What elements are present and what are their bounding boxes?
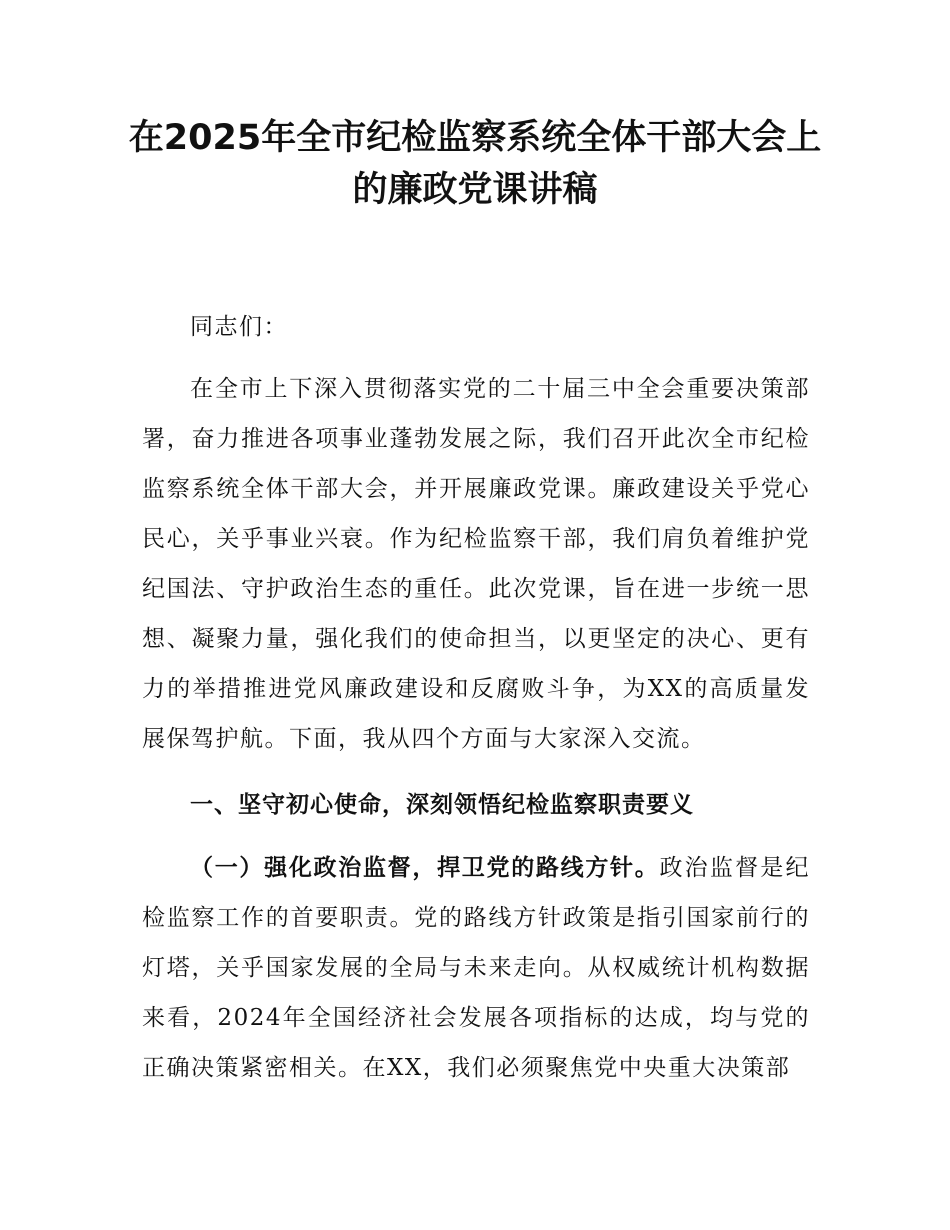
intro-paragraph: 在全市上下深入贯彻落实党的二十届三中全会重要决策部署，奋力推进各项事业蓬勃发展之际，我们召开此次全市纪检监察系统全体干部大会，并开展廉政党课。廉政建设关乎党心民心，关乎事业兴衰。作为纪检监察干部，我们肩负着维护党纪国法、守护政治生态的重任。此次党课，旨在进一步统一思想、凝聚力量，强化我们的使命担当，以更坚定的决心、更有力的举措推进党风廉政建设和反腐败斗争，为XX的高质量发展保驾护航。下面，我从四个方面与大家深入交流。 [142, 376, 810, 752]
subsection-body-1: 政治监督是纪检监察工作的首要职责。党的路线方针政策是指引国家前行的灯塔，关乎国家发展的全局与未来走向。从权威统计机构数据来看，2024年全国经济社会发展各项指标的达成，均与党的正确决策紧密相关。在XX，我们必须聚焦党中央重大决策部 [142, 855, 811, 1081]
subsection-paragraph-1 [142, 843, 810, 1093]
salutation: 同志们： [190, 314, 288, 340]
section-heading-1: 一、坚守初心使命，深刻领悟纪检监察职责要义 [190, 792, 694, 818]
subsection-heading-1: （一）强化政治监督，捍卫党的路线方针。 [190, 855, 660, 881]
title-line-1: 在2025年全市纪检监察系统全体干部大会上 [128, 118, 822, 158]
document-title [120, 112, 830, 216]
title-line-2: 的廉政党课讲稿 [352, 170, 598, 210]
